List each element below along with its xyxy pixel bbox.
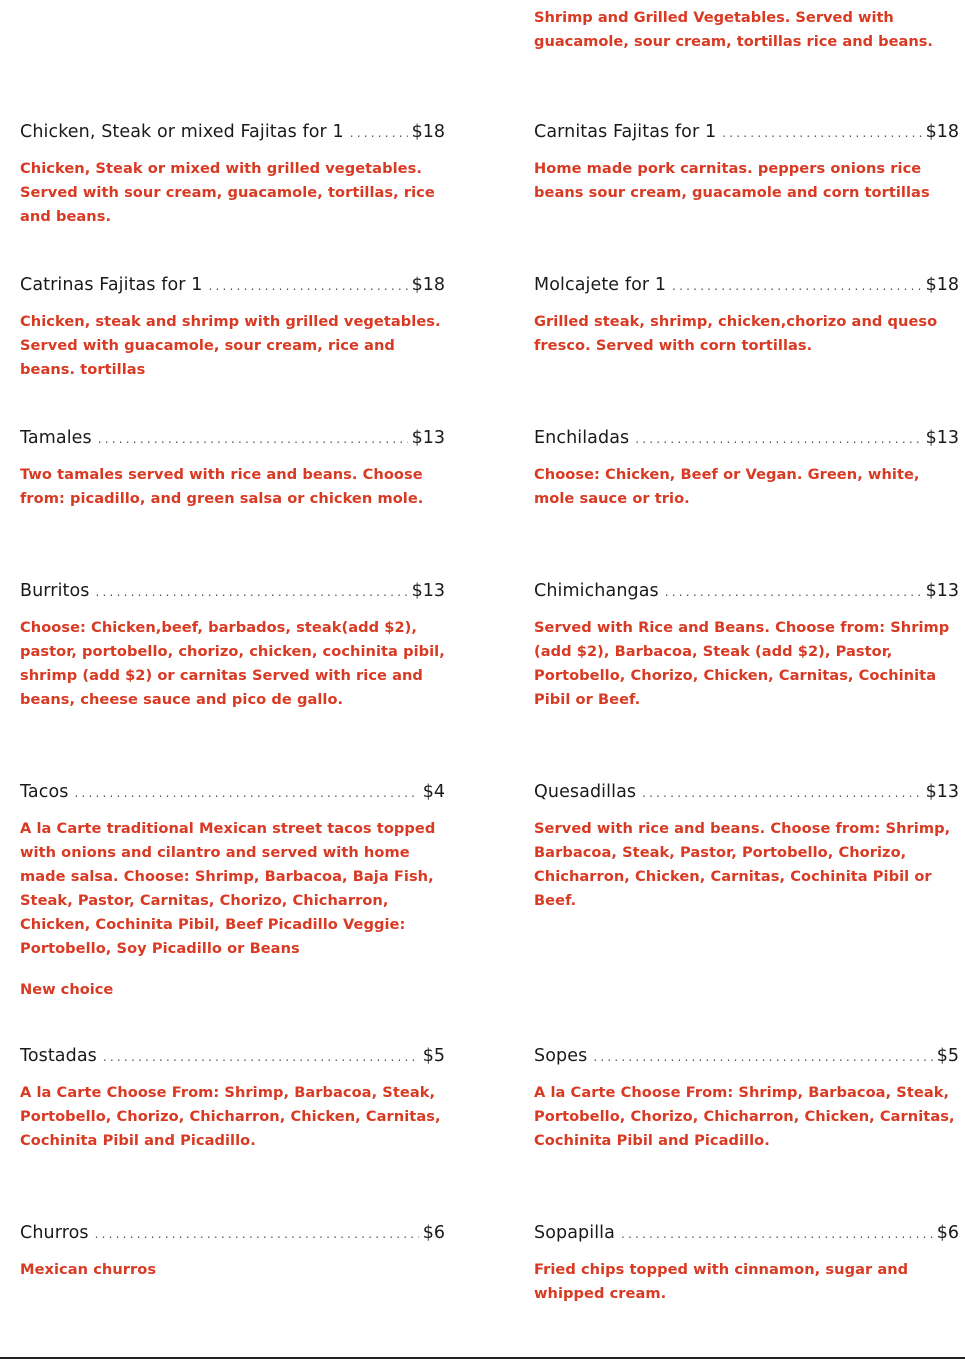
menu-item[interactable] [534,581,959,712]
dot-leader [93,1227,419,1241]
menu-item-header [534,275,959,299]
menu-item-price: $18 [925,122,959,142]
menu-item-description: Fried chips topped with cinnamon, sugar and whipped cream. [534,1261,909,1302]
menu-item[interactable] [534,428,959,511]
menu-item-header [534,1223,959,1247]
dot-leader [591,1050,932,1064]
menu-item-header [20,1046,445,1070]
menu-item-header [20,782,445,806]
dot-leader [663,585,922,599]
menu-item-name: Tostadas [20,1046,97,1066]
dot-leader [72,786,418,800]
menu-item-header [20,428,445,452]
dot-leader [619,1227,933,1241]
menu-item-name: Catrinas Fajitas for 1 [20,275,203,295]
menu-item-note[interactable]: New choice [20,981,114,998]
dot-leader [633,432,921,446]
menu-item[interactable] [20,428,445,511]
dot-leader [207,279,408,293]
menu-item-name: Chicken, Steak or mixed Fajitas for 1 [20,122,344,142]
menu-item-price: $4 [422,782,445,802]
menu-item-description: Choose: Chicken, Beef or Vegan. Green, white, mole sauce or trio. [534,466,920,507]
menu-item-description: Served with rice and beans. Choose from: Shrimp, Barbacoa, Steak, Pastor, Portobello, Chorizo, Chicharron, Chicken, Carnitas, Cochinita Pibil or Beef. [534,820,951,909]
menu-item-price: $6 [936,1223,959,1243]
menu-item-description: Home made pork carnitas. peppers onions rice beans sour cream, guacamole and corn tortillas [534,160,930,201]
menu-item-description: A la Carte Choose From: Shrimp, Barbacoa, Steak, Portobello, Chorizo, Chicharron, Chicken, Carnitas, Cochinita Pibil and Picadillo. [20,1084,441,1149]
dot-leader [720,126,921,140]
partial-item-description: Shrimp and Grilled Vegetables. Served with guacamole, sour cream, tortillas rice and beans. [534,9,933,50]
menu-item-price: $18 [411,122,445,142]
menu-item-price: $18 [925,275,959,295]
menu-item-header [20,581,445,605]
menu-item-price: $5 [422,1046,445,1066]
menu-item-price: $13 [925,782,959,802]
dot-leader [94,585,408,599]
menu-item-description: Mexican churros [20,1261,157,1278]
menu-item-name: Tacos [20,782,69,802]
menu-item[interactable] [534,1046,959,1153]
menu-item[interactable] [20,581,445,712]
menu-item-header [534,581,959,605]
menu-item[interactable] [534,122,959,205]
dot-leader [96,432,408,446]
menu-item-description: A la Carte traditional Mexican street tacos topped with onions and cilantro and served with home made salsa. Choose: Shrimp, Barbacoa, Baja Fish, Steak, Pastor, Carnitas, Chorizo, Chicharron, Chicken, Cochinita Pibil, Beef Picadillo Veggie: Portobello, Soy Picadillo or Beans [20,820,436,957]
menu-item-description: Choose: Chicken,beef, barbados, steak(add $2), pastor, portobello, chorizo, chicken, cochinita pibil, shrimp (add $2) or carnitas Served with rice and beans, cheese sauce and pico de gallo. [20,619,445,708]
menu-item-description: Chicken, Steak or mixed with grilled vegetables. Served with sour cream, guacamole, tortillas, rice and beans. [20,160,435,225]
menu-item-name: Carnitas Fajitas for 1 [534,122,717,142]
menu-item-name: Burritos [20,581,90,601]
menu-item-header [20,275,445,299]
dot-leader [670,279,922,293]
menu-item-header [534,122,959,146]
menu-item-price: $6 [422,1223,445,1243]
menu-item-header [534,428,959,452]
menu-item-price: $13 [411,428,445,448]
menu-item[interactable] [20,122,445,229]
menu-item-header [534,1046,959,1070]
menu-item-description: Grilled steak, shrimp, chicken,chorizo and queso fresco. Served with corn tortillas. [534,313,938,354]
dot-leader [348,126,408,140]
menu-item-price: $13 [925,428,959,448]
menu-item[interactable] [20,782,445,1002]
menu-item-header [20,122,445,146]
menu-item-price: $18 [411,275,445,295]
menu-item[interactable] [20,275,445,382]
dot-leader [640,786,921,800]
menu-item-name: Enchiladas [534,428,630,448]
menu-item-name: Tamales [20,428,92,448]
menu-item[interactable] [20,1046,445,1153]
dot-leader [101,1050,419,1064]
menu-item-header [534,782,959,806]
menu-item-name: Chimichangas [534,581,659,601]
menu-item-name: Sopapilla [534,1223,615,1243]
menu-item-price: $5 [936,1046,959,1066]
menu-item-price: $13 [925,581,959,601]
menu-item-price: $13 [411,581,445,601]
menu-item-name: Quesadillas [534,782,637,802]
menu-item[interactable] [534,275,959,358]
menu-item-name: Sopes [534,1046,588,1066]
menu-item[interactable] [20,1223,445,1282]
menu-item[interactable] [534,1223,959,1306]
menu-item-name: Churros [20,1223,89,1243]
menu-item-name: Molcajete for 1 [534,275,667,295]
menu-item-description: Two tamales served with rice and beans. Choose from: picadillo, and green salsa or chicken mole. [20,466,424,507]
menu-item[interactable] [534,782,959,913]
menu-item-header [20,1223,445,1247]
menu-item-description: A la Carte Choose From: Shrimp, Barbacoa, Steak, Portobello, Chorizo, Chicharron, Chicken, Carnitas, Cochinita Pibil and Picadillo. [534,1084,955,1149]
menu-item-description: Chicken, steak and shrimp with grilled vegetables. Served with guacamole, sour cream, rice and beans. tortillas [20,313,441,378]
menu-item-description: Served with Rice and Beans. Choose from: Shrimp (add $2), Barbacoa, Steak (add $2), Pastor, Portobello, Chorizo, Chicken, Carnitas, Cochinita Pibil or Beef. [534,619,950,708]
